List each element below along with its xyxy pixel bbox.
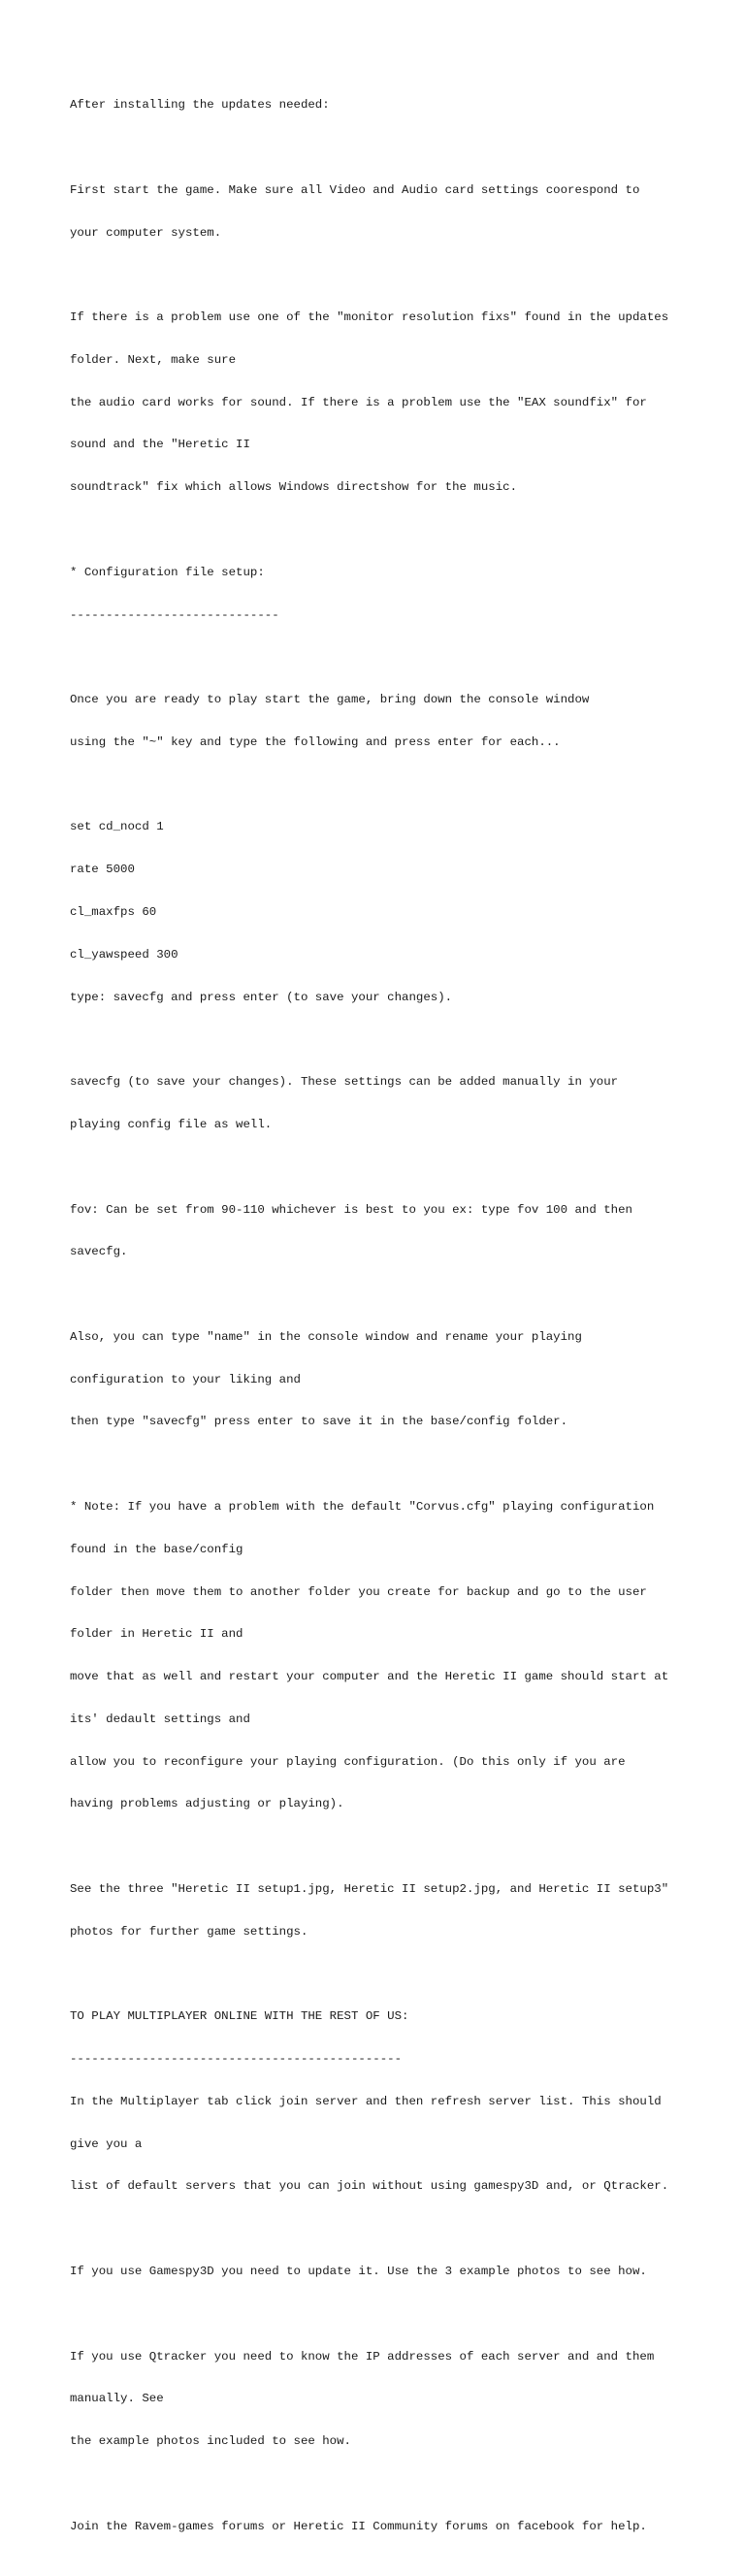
text-line: having problems adjusting or playing). [70,1797,344,1811]
para-intro [70,70,691,141]
text-line: allow you to reconfigure your playing configuration. (Do this only if you are [70,1754,626,1769]
text-line: If you use Gamespy3D you need to update it. Use the 3 example photos to see how. [70,2265,647,2279]
text-line: If there is a problem use one of the "monitor resolution fixs" found in the updates [70,310,669,325]
document-page [70,70,691,2576]
para-start-game [70,155,691,269]
heading-underline: ---------------------------------------------- [70,2052,403,2067]
para-setup-photos [70,1854,691,1968]
text-line: folder then move them to another folder you create for backup and go to the user [70,1584,647,1599]
text-line: savecfg (to save your changes). These settings can be added manually in your [70,1075,619,1090]
text-line: its' dedault settings and [70,1712,250,1726]
text-line: the audio card works for sound. If there is a problem use the "EAX soundfix" for [70,395,647,409]
text-line: using the "~" key and type the following and press enter for each... [70,734,561,749]
text-line: fov: Can be set from 90-110 whichever is best to you ex: type fov 100 and then [70,1202,632,1217]
text-line: Join the Ravem-games forums or Heretic II Community forums on facebook for help. [70,2519,647,2533]
heading-line: * Configuration file setup: [70,565,265,579]
text-line: folder. Next, make sure [70,352,237,367]
heading-underline: ----------------------------- [70,607,279,622]
para-savecfg [70,1047,691,1160]
para-qtracker [70,2321,691,2477]
section-multiplayer [70,1981,691,2222]
text-line: Also, you can type "name" in the console window and rename your playing [70,1329,582,1344]
command-line: set cd_nocd 1 [70,820,164,834]
heading-line: TO PLAY MULTIPLAYER ONLINE WITH THE REST OF US: [70,2009,409,2024]
text-line: then type "savecfg" press enter to save it in the base/config folder. [70,1415,568,1429]
para-forums [70,2492,691,2562]
text-line: photos for further game settings. [70,1924,308,1939]
text-line: savecfg. [70,1245,128,1259]
para-commands [70,792,691,1032]
para-console [70,665,691,778]
text-line: move that as well and restart your computer and the Heretic II game should start at [70,1670,669,1684]
text-line: soundtrack" fix which allows Windows directshow for the music. [70,480,518,495]
command-line: type: savecfg and press enter (to save your changes). [70,990,453,1004]
text-line: See the three "Heretic II setup1.jpg, Heretic II setup2.jpg, and Heretic II setup3" [70,1882,669,1896]
text-line: configuration to your liking and [70,1372,301,1386]
para-name [70,1302,691,1458]
command-line: cl_maxfps 60 [70,905,157,920]
command-line: cl_yawspeed 300 [70,947,178,962]
text-line: First start the game. Make sure all Video and Audio card settings coorespond to [70,182,640,197]
text-line: After installing the updates needed: [70,98,330,113]
text-line: playing config file as well. [70,1117,273,1131]
text-line: sound and the "Heretic II [70,438,250,452]
command-line: rate 5000 [70,863,135,877]
text-line: give you a [70,2136,143,2151]
para-fov [70,1174,691,1288]
section-heading-config [70,538,691,651]
text-line: * Note: If you have a problem with the default "Corvus.cfg" playing configuration [70,1499,655,1514]
text-line: In the Multiplayer tab click join server and then refresh server list. This should [70,2094,662,2108]
text-line: If you use Qtracker you need to know the IP addresses of each server and and them [70,2349,655,2364]
text-line: folder in Heretic II and [70,1627,243,1642]
text-line: your computer system. [70,225,222,240]
para-gamespy [70,2236,691,2307]
text-line: found in the base/config [70,1542,243,1556]
text-line: the example photos included to see how. [70,2434,351,2449]
text-line: manually. See [70,2392,164,2406]
para-note [70,1472,691,1840]
text-line: list of default servers that you can join without using gamespy3D and, or Qtracker. [70,2179,669,2194]
text-line: Once you are ready to play start the game, bring down the console window [70,693,590,707]
para-problem-fixes [70,282,691,523]
